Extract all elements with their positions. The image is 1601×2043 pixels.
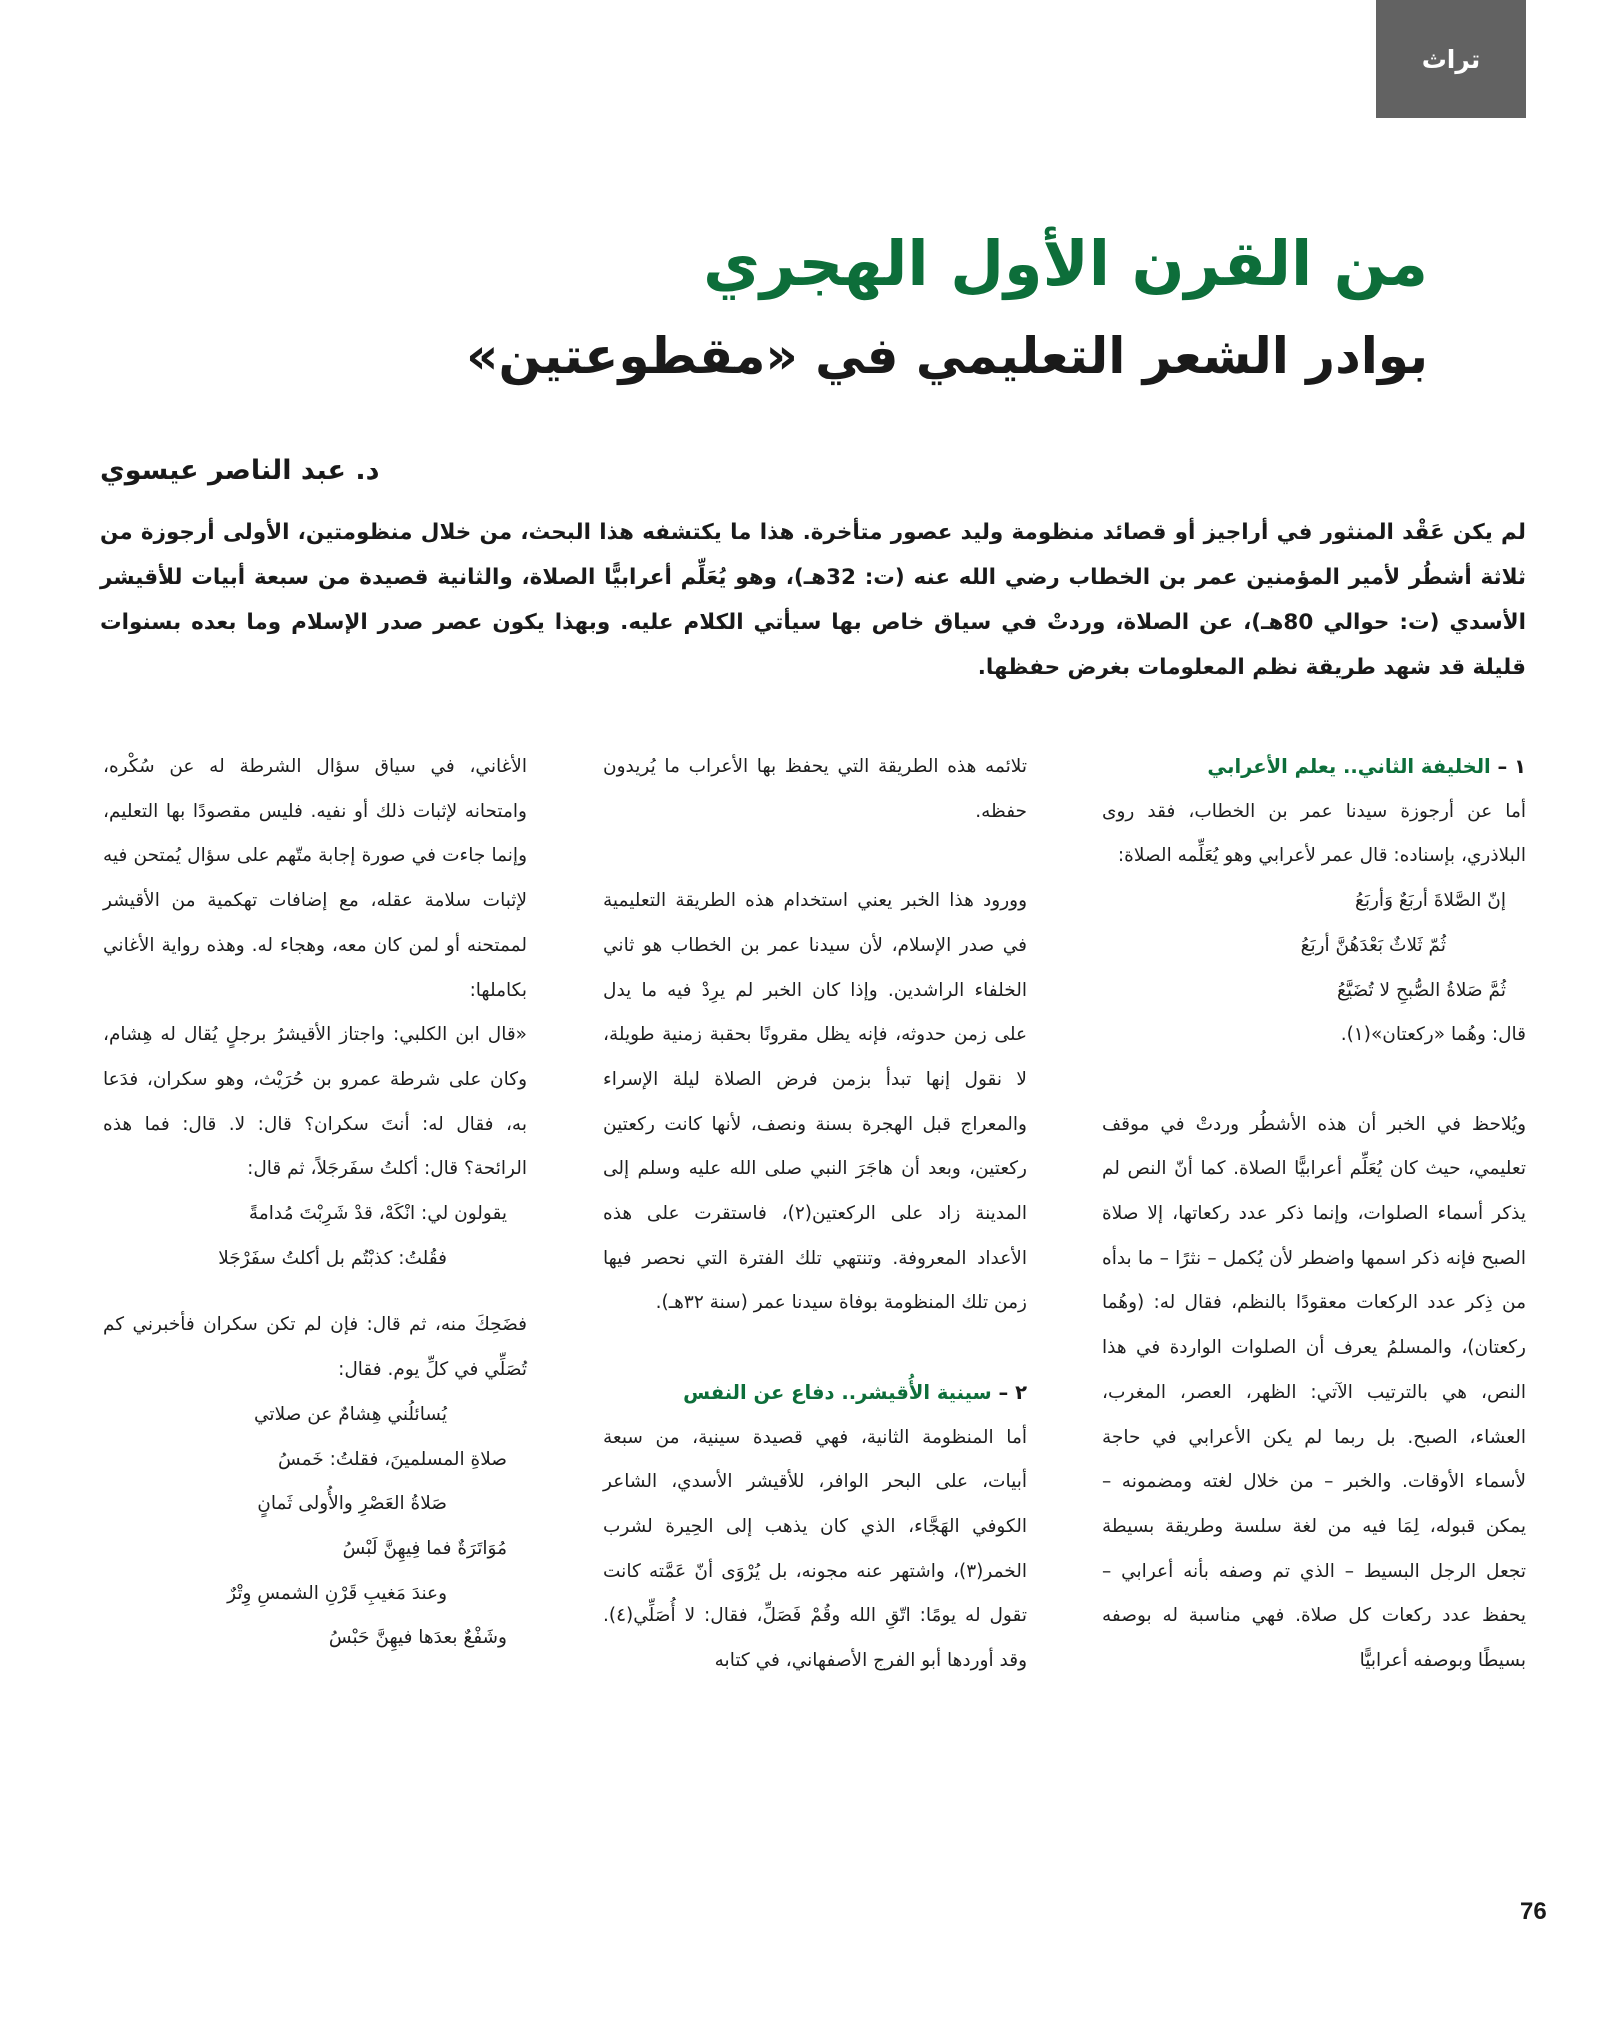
- section-heading-1: [1102, 745, 1526, 790]
- section-title-1: الخليفة الثاني.. يعلم الأعرابي: [1207, 755, 1491, 778]
- section-heading-2: [603, 1371, 1027, 1416]
- verse-line: ثُمَّ صَلاةُ الصُّبحِ لا تُضَيَّعُ: [1337, 979, 1506, 1001]
- spacer: [603, 1326, 1027, 1371]
- page-number: 76: [1520, 1898, 1547, 1925]
- spacer: [603, 834, 1027, 879]
- verse-line: مُوَاتَرَةٌ فما فِيهِنَّ لَبْسُ: [342, 1537, 507, 1559]
- verse-line: يُسائلُني هِشامٌ عن صلاتي: [254, 1403, 447, 1425]
- paragraph: ويُلاحظ في الخبر أن هذه الأشطُر وردتْ في موقف تعليمي، حيث كان يُعَلِّم أعرابيًّا الصلاة. كما أنّ النص لم يذكر أسماء الصلوات، وإنما ذكر عدد ركعاتها، إلا صلاة الصبح فإنه ذكر اسمها واضطر لأن يُكمل – نثرًا – ما بدأه من ذِكر عدد الركعات معقودًا بالنظم، فقال له: (وهُما ركعتان)، والمسلمُ يعرف أن الصلوات الواردة في هذا النص، هي بالترتيب الآتي: الظهر، العصر، المغرب، العشاء، الصبح. بل ربما لم يكن الأعرابي في حاجة لأسماء الأوقات. والخبر – من خلال لغته ومضمونه – يمكن قبوله، لِمَا فيه من لغة سلسة وطريقة بسيطة تجعل الرجل البسيط – الذي تم وصفه بأنه أعرابي – يحفظ عدد ركعات كل صلاة. فهي مناسبة له بوصفه بسيطًا وبوصفه أعرابيًّا: [1102, 1113, 1526, 1672]
- article-subtitle: بوادر الشعر التعليمي في «مقطوعتين»: [466, 327, 1428, 385]
- paragraph: أما عن أرجوزة سيدنا عمر بن الخطاب، فقد روى البلاذري، بإسناده: قال عمر لأعرابي وهو يُعَلِّمه الصلاة:: [1102, 800, 1526, 867]
- section-tab: [1376, 0, 1526, 118]
- column-middle: [603, 745, 1027, 1684]
- paragraph: تلائمه هذه الطريقة التي يحفظ بها الأعراب ما يُريدون حفظه.: [603, 756, 1027, 822]
- article-title: من القرن الأول الهجري: [703, 227, 1428, 300]
- section-number-2: ٢ –: [998, 1380, 1027, 1404]
- column-left: [103, 745, 527, 1661]
- paragraph: «قال ابن الكلبي: واجتاز الأقيشرُ برجلٍ يُقال له هِشام، وكان على شرطة عمرو بن حُرَيْث، وهو سكران، فدَعا به، فقال له: أنتَ سكران؟ قال: لا. قال: فما هذه الرائحة؟ قال: أكلتُ سفَرجَلاً، ثم قال:: [103, 1024, 527, 1180]
- verse-line: وعندَ مَغيبِ قَرْنِ الشمسِ وِتْرٌ: [227, 1582, 447, 1604]
- verse-line: وشَفْعٌ بعدَها فيهِنَّ حَبْسُ: [328, 1627, 507, 1649]
- paragraph: قال: وهُما «ركعتان»(١).: [1340, 1024, 1526, 1046]
- article-intro: لم يكن عَقْد المنثور في أراجيز أو قصائد منظومة وليد عصور متأخرة. هذا ما يكتشفه هذا البحث، من خلال منظومتين، الأولى أرجوزة من ثلاثة أشطُر لأمير المؤمنين عمر بن الخطاب رضي الله عنه (ت: 32هـ)، وهو يُعَلِّم أعرابيًّا الصلاة، والثانية قصيدة من سبعة أبيات للأقيشر الأسدي (ت: حوالي 80هـ)، عن الصلاة، وردتْ في سياق خاص بها سيأتي الكلام عليه. وبهذا يكون عصر صدر الإسلام وما بعده بسنوات قليلة قد شهد طريقة نظم المعلومات بغرض حفظها.: [100, 520, 1526, 680]
- spacer: [103, 1281, 527, 1303]
- verse-line: ثُمّ ثَلاثٌ بَعْدَهُنَّ أربَعُ: [1300, 934, 1446, 956]
- column-right: [1102, 745, 1526, 1684]
- section-number-1: ١ –: [1497, 755, 1526, 778]
- paragraph: الأغاني، في سياق سؤال الشرطة له عن سُكْره، وامتحانه لإثبات ذلك أو نفيه. فليس مقصودًا بها التعليم، وإنما جاءت في صورة إجابة متّهم على سؤال يُمتحن فيه لإثبات سلامة عقله، مع إضافات تهكمية من الأقيشر لممتحنه أو لمن كان معه، وهجاء له. وهذه رواية الأغاني بكاملها:: [103, 756, 527, 1001]
- verse-line: صَلاةُ العَصْرِ والأُولى ثَمانٍ: [257, 1493, 447, 1515]
- paragraph: فضَحِكَ منه، ثم قال: فإن لم تكن سكران فأخبرني كم تُصَلِّي في كلِّ يوم. فقال:: [103, 1314, 527, 1381]
- verse-line: فقُلتُ: كذبْتُم بل أكلتُ سفَرْجَلا: [218, 1247, 447, 1269]
- verse-line: صلاةِ المسلمينَ، فقلتُ: خَمسُ: [278, 1448, 507, 1470]
- author-name: د. عبد الناصر عيسوي: [100, 455, 380, 486]
- paragraph: أما المنظومة الثانية، فهي قصيدة سينية، من سبعة أبيات، على البحر الوافر، للأقيشر الأسدي، الشاعر الكوفي الهَجَّاء، الذي كان يذهب إلى الحِيرة لشرب الخمر(٣)، واشتهر عنه مجونه، بل يُرْوَى أنّ عَمَّته كانت تقول له يومًا: اتّقِ الله وقُمْ فَصَلِّ، فقال: لا أُصَلِّي(٤). وقد أوردها أبو الفرج الأصفهاني، في كتابه: [603, 1426, 1027, 1672]
- verse-line: يقولون لي: انْكَهْ، قدْ شَرِبْتَ مُدامةً: [248, 1203, 507, 1225]
- paragraph: وورود هذا الخبر يعني استخدام هذه الطريقة التعليمية في صدر الإسلام، لأن سيدنا عمر بن الخطاب هو ثاني الخلفاء الراشدين. وإذا كان الخبر لم يرِدْ فيه ما يدل على زمن حدوثه، فإنه يظل مقرونًا بحقبة زمنية طويلة، لا نقول إنها تبدأ بزمن فرض الصلاة ليلة الإسراء والمعراج قبل الهجرة بسنة ونصف، لأنها كانت ركعتين ركعتين، وبعد أن هاجَرَ النبي صلى الله عليه وسلم إلى المدينة زاد على الركعتين(٢)، فاستقرت على هذه الأعداد المعروفة. وتنتهي تلك الفترة التي نحصر فيها زمن تلك المنظومة بوفاة سيدنا عمر (سنة ٣٢هـ).: [603, 890, 1027, 1314]
- section-label: تراث: [1421, 44, 1481, 74]
- verse-line: إنّ الصَّلاةَ أربَعٌ وَأربَعُ: [1355, 890, 1506, 912]
- section-title-2: سينية الأُقيشر.. دفاع عن النفس: [683, 1380, 992, 1404]
- spacer: [1102, 1058, 1526, 1103]
